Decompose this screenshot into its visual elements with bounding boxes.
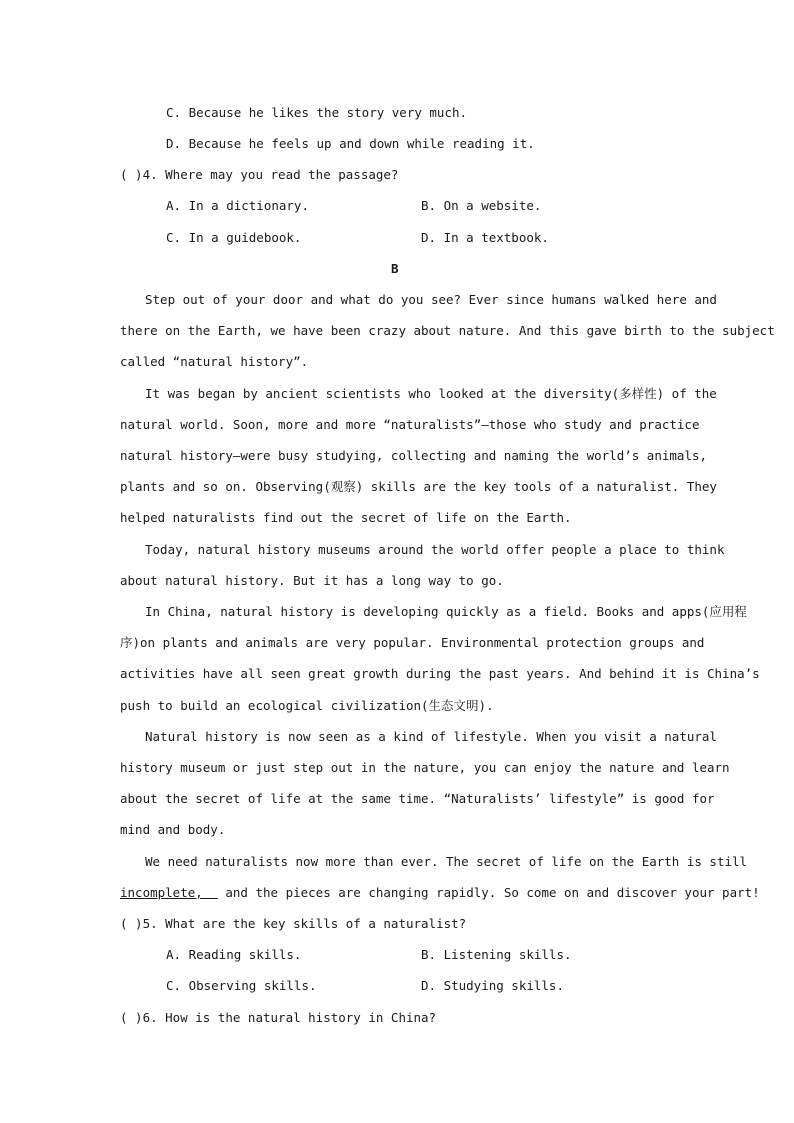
q5-option-b: B. Listening skills. <box>421 947 572 962</box>
passage-line <box>120 885 760 901</box>
q4-option-b: B. On a website. <box>421 198 542 213</box>
passage-line: natural history—were busy studying, collecting and naming the world’s animals, <box>120 448 707 463</box>
q4-option-a: A. In a dictionary. <box>166 198 309 213</box>
passage-line: activities have all seen great growth during the past years. And behind it is China’s <box>120 666 760 681</box>
passage-line: Today, natural history museums around the world offer people a place to think <box>145 542 725 557</box>
passage-line: plants and so on. Observing(观察) skills are the key tools of a naturalist. They <box>120 479 717 494</box>
q5-option-a: A. Reading skills. <box>166 947 302 962</box>
q5-option-d: D. Studying skills. <box>421 978 564 993</box>
q4-option-c: C. In a guidebook. <box>166 230 302 245</box>
passage-text: and the pieces are changing rapidly. So come on and discover your part! <box>217 885 760 900</box>
q3-option-c: C. Because he likes the story very much. <box>166 105 468 120</box>
passage-line: Step out of your door and what do you see? Ever since humans walked here and <box>145 292 717 307</box>
passage-line: helped naturalists find out the secret of life on the Earth. <box>120 510 572 525</box>
passage-line: Natural history is now seen as a kind of lifestyle. When you visit a natural <box>145 729 717 744</box>
q5-stem: ( )5. What are the key skills of a naturalist? <box>120 916 467 931</box>
q6-stem: ( )6. How is the natural history in China? <box>120 1010 437 1025</box>
passage-line: about natural history. But it has a long way to go. <box>120 573 504 588</box>
passage-line: It was began by ancient scientists who looked at the diversity(多样性) of the <box>145 386 717 401</box>
passage-line: 序)on plants and animals are very popular. Environmental protection groups and <box>120 635 705 650</box>
passage-line: called “natural history”. <box>120 354 309 369</box>
q4-option-d: D. In a textbook. <box>421 230 549 245</box>
passage-line: there on the Earth, we have been crazy about nature. And this gave birth to the subject <box>120 323 775 338</box>
q5-option-c: C. Observing skills. <box>166 978 317 993</box>
passage-line: We need naturalists now more than ever. The secret of life on the Earth is still <box>145 854 748 869</box>
passage-line: history museum or just step out in the nature, you can enjoy the nature and learn <box>120 760 730 775</box>
passage-line: mind and body. <box>120 822 226 837</box>
underlined-blank-text: incomplete, <box>120 885 218 900</box>
passage-line: natural world. Soon, more and more “naturalists”—those who study and practice <box>120 417 700 432</box>
q4-stem: ( )4. Where may you read the passage? <box>120 167 399 182</box>
section-heading: B <box>391 261 399 276</box>
q3-option-d: D. Because he feels up and down while reading it. <box>166 136 535 151</box>
passage-line: In China, natural history is developing quickly as a field. Books and apps(应用程 <box>145 604 747 619</box>
passage-line: about the secret of life at the same time. “Naturalists’ lifestyle” is good for <box>120 791 715 806</box>
passage-line: push to build an ecological civilization(生态文明). <box>120 698 494 713</box>
